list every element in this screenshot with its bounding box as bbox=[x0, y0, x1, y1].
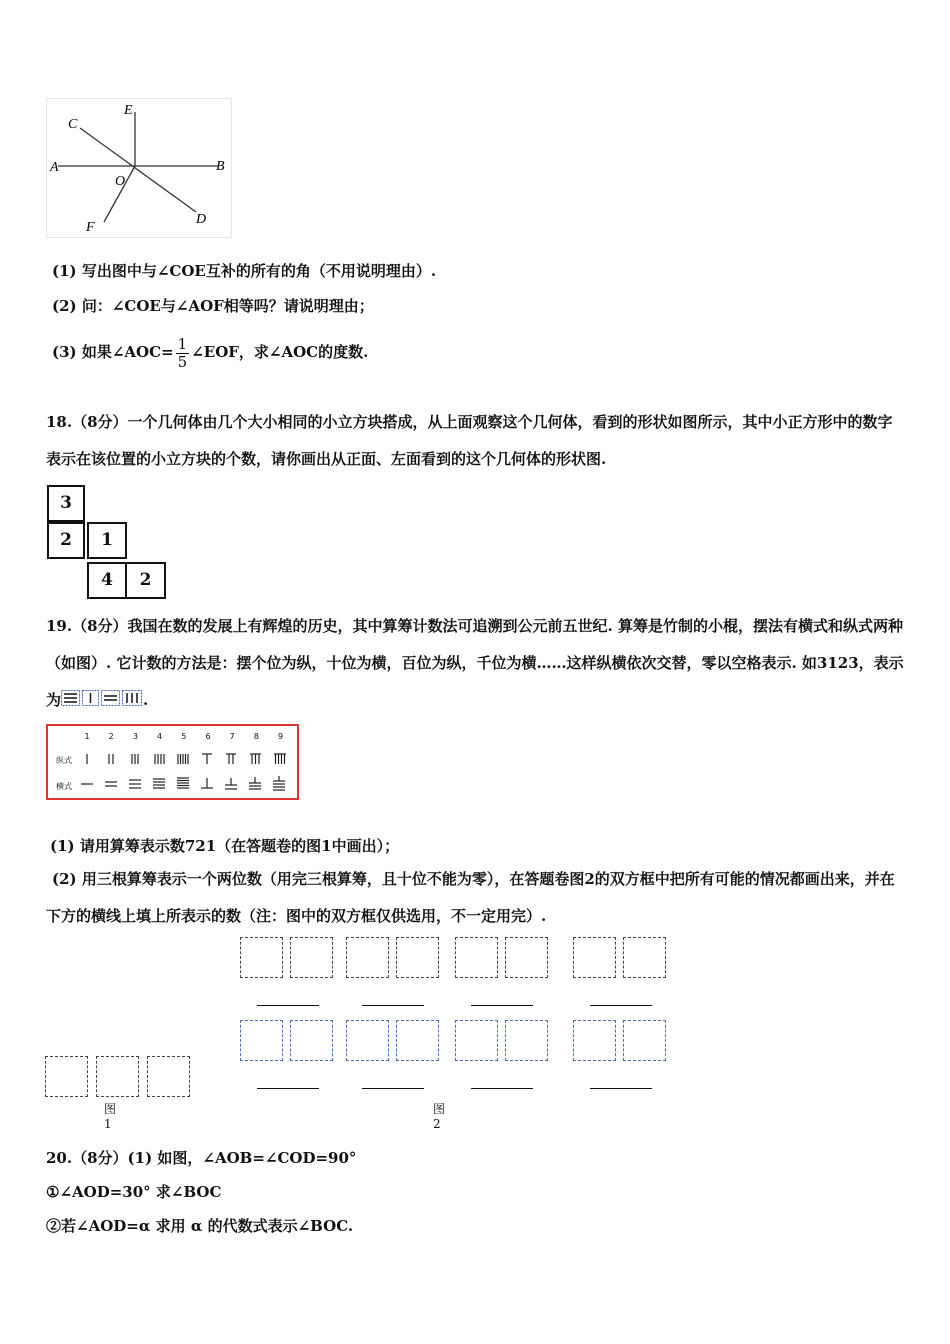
answer-box[interactable] bbox=[573, 937, 616, 978]
answer-box[interactable] bbox=[240, 937, 283, 978]
rod-table-number: 5 bbox=[181, 732, 187, 741]
q20-line2: ①∠AOD=30° 求∠BOC bbox=[46, 1183, 222, 1201]
rod-table-number: 7 bbox=[229, 732, 235, 741]
answer-box[interactable] bbox=[396, 937, 439, 978]
answer-blank[interactable] bbox=[362, 1088, 424, 1089]
answer-box[interactable] bbox=[573, 1020, 616, 1061]
vertical-rods-row bbox=[87, 754, 286, 764]
answer-box[interactable] bbox=[623, 937, 666, 978]
rod-table-number: 9 bbox=[278, 732, 284, 741]
label-c: C bbox=[68, 117, 78, 132]
horizontal-rods-row bbox=[81, 776, 285, 790]
fraction-numerator: 1 bbox=[177, 334, 188, 353]
q20-line1: 20.（8分）(1) 如图，∠AOB=∠COD=90° bbox=[46, 1149, 357, 1167]
answer-blank[interactable] bbox=[257, 1088, 319, 1089]
q17-sub3 bbox=[52, 332, 368, 372]
q19-sub2: (2) 用三根算筹表示一个两位数（用完三根算筹，且十位不能为零），在答题卷图2的双方框中把所有可能的情况都画出来，并在下方的横线上填上所表示的数（注：图中的双方框仅供选用，不一定用完）. bbox=[46, 870, 895, 925]
answer-box[interactable] bbox=[240, 1020, 283, 1061]
answer-box[interactable] bbox=[346, 937, 389, 978]
label-d: D bbox=[196, 212, 207, 227]
answer-box[interactable] bbox=[455, 1020, 498, 1061]
answer-box[interactable] bbox=[623, 1020, 666, 1061]
grid-cell: 4 bbox=[87, 562, 127, 599]
angle-figure bbox=[46, 98, 232, 238]
q18-text: 18.（8分）一个几何体由几个大小相同的小立方块搭成，从上面观察这个几何体，看到的形状如图所示，其中小正方形中的数字表示在该位置的小立方块的个数，请你画出从正面、左面看到的这个几何体的形状图. bbox=[46, 413, 893, 468]
rod-numeral-3123 bbox=[61, 683, 143, 720]
answer-box[interactable] bbox=[396, 1020, 439, 1061]
grid-cell: 2 bbox=[125, 562, 166, 599]
rod-table-number: 3 bbox=[132, 732, 138, 741]
rod-table-number: 8 bbox=[253, 732, 259, 741]
rod-table-number: 6 bbox=[205, 732, 211, 741]
label-f: F bbox=[86, 220, 95, 235]
fraction-denominator: 5 bbox=[177, 352, 188, 371]
q17-sub3-pre: (3) 如果∠AOC= bbox=[52, 343, 174, 361]
answer-blank[interactable] bbox=[590, 1088, 652, 1089]
figure-2-caption: 图 2 bbox=[433, 1102, 446, 1131]
answer-blank[interactable] bbox=[471, 1088, 533, 1089]
answer-box[interactable] bbox=[455, 937, 498, 978]
answer-box[interactable] bbox=[346, 1020, 389, 1061]
q17-sub3-post: ∠EOF，求∠AOC的度数. bbox=[191, 343, 369, 361]
rod-glyphs bbox=[78, 752, 298, 798]
answer-box[interactable] bbox=[96, 1056, 139, 1097]
label-o: O bbox=[115, 174, 126, 189]
q20-line3: ②若∠AOD=α 求用 α 的代数式表示∠BOC. bbox=[46, 1217, 354, 1235]
rod-table-number: 4 bbox=[157, 732, 163, 741]
grid-cell: 2 bbox=[47, 522, 85, 559]
answer-blank[interactable] bbox=[257, 1005, 319, 1006]
q17-sub2: (2) 问：∠COE与∠AOF相等吗？请说明理由； bbox=[52, 297, 374, 315]
rod-row-vertical-label: 纵式 bbox=[56, 756, 72, 765]
q19-text bbox=[46, 608, 906, 720]
grid-cell: 3 bbox=[47, 485, 85, 522]
answer-box[interactable] bbox=[290, 937, 333, 978]
rod-row-horizontal-label: 横式 bbox=[56, 782, 72, 791]
label-a: A bbox=[50, 160, 59, 175]
q19-sub1: (1) 请用算筹表示数721（在答题卷的图1中画出）； bbox=[50, 837, 400, 855]
answer-blank[interactable] bbox=[590, 1005, 652, 1006]
answer-box[interactable] bbox=[505, 937, 548, 978]
rod-numeral-svg bbox=[61, 690, 143, 706]
rod-table-number: 2 bbox=[108, 732, 114, 741]
grid-cell: 1 bbox=[87, 522, 127, 559]
q19-text-pre: 19.（8分）我国在数的发展上有辉煌的历史，其中算筹计数法可追溯到公元前五世纪. 算筹是竹制的小棍，摆法有横式和纵式两种（如图）. 它计数的方法是：摆个位为纵，十位为横，百位为纵，千位为横……这样纵横依次交替，零以空格表示. 如3123，表示为 bbox=[46, 617, 904, 709]
answer-box[interactable] bbox=[45, 1056, 88, 1097]
label-e: E bbox=[124, 103, 133, 118]
q19-text-post: . bbox=[143, 691, 149, 709]
answer-blank[interactable] bbox=[362, 1005, 424, 1006]
answer-box[interactable] bbox=[290, 1020, 333, 1061]
angle-figure-svg bbox=[46, 98, 232, 238]
q17-sub1: (1) 写出图中与∠COE互补的所有的角（不用说明理由）. bbox=[52, 262, 437, 280]
answer-box[interactable] bbox=[147, 1056, 190, 1097]
answer-blank[interactable] bbox=[471, 1005, 533, 1006]
fraction bbox=[176, 336, 190, 371]
rod-table-number: 1 bbox=[84, 732, 90, 741]
counting-rod-table bbox=[46, 724, 299, 800]
figure-1-caption: 图 1 bbox=[104, 1102, 117, 1131]
answer-box[interactable] bbox=[505, 1020, 548, 1061]
label-b: B bbox=[216, 159, 225, 174]
